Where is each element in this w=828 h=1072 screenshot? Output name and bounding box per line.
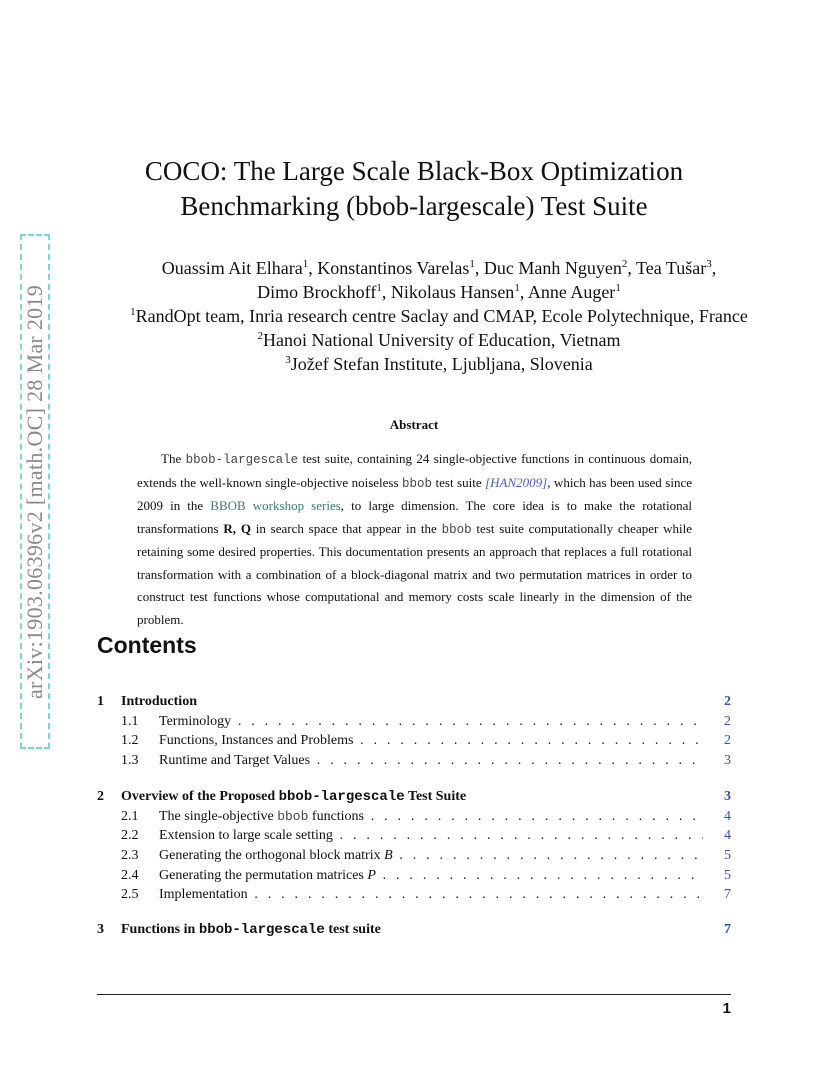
title-line-2: Benchmarking (bbob-largescale) Test Suite [180, 191, 648, 221]
toc-entry-permutation[interactable]: 2.4 Generating the permutation matrices P . . . 5 [97, 866, 731, 886]
toc-entry-implementation[interactable]: 2.5 Implementation . . . 7 [97, 885, 731, 905]
toc-page-link[interactable]: 7 [724, 887, 731, 903]
author-line-1: Ouassim Ait Elhara$^1$, Konstantinos Varelas$^1$, Duc Manh Nguyen$^2$, Tea Tušar$^3$, [161, 258, 717, 278]
toc-section-1 [97, 692, 731, 771]
bbob-workshop-link[interactable]: BBOB workshop series [210, 498, 341, 513]
toc-page-link[interactable]: 3 [724, 753, 731, 769]
footer-rule [97, 994, 731, 995]
author-name: Ouassim Ait Elhara [161, 258, 303, 278]
affiliation-1: $^1$RandOpt team, Inria research centre Saclay and CMAP, Ecole Polytechnique, France [130, 306, 748, 326]
author-name: Dimo Brockhoff [257, 282, 377, 302]
affiliation-mark: 3 [706, 258, 712, 270]
affiliation-mark: 1 [376, 282, 382, 294]
toc-page-link[interactable]: 5 [724, 867, 731, 883]
affiliation-mark: 1 [514, 282, 520, 294]
toc-section-3 [97, 920, 731, 940]
code-term: bbob [402, 476, 433, 491]
affiliation-mark: 2 [621, 258, 628, 270]
affiliation-mark: 1 [302, 258, 309, 270]
author-name: Konstantinos Varelas [317, 258, 470, 278]
page-number: 1 [722, 1000, 731, 1017]
toc-page-link[interactable]: 2 [724, 694, 731, 709]
contents-heading: Contents [97, 632, 197, 658]
abstract-body: The bbob-largescale test suite, containing 24 single-objective functions in continuous domain, extends the well-known single-objective noiseless bbob test suite [HAN2009], which has been used since 2009 in the BBOB workshop series, to large dimension. The core idea is to make the rotational transformations R, Q in search space that appear in the bbob test suite computationally cheaper while retaining some desired properties. This documentation presents an approach that replaces a full rotational transformation with a combination of a block-diagonal matrix and two permutation matrices in order to construct test functions whose computational and memory costs scale linearly in the dimension of the problem. [137, 451, 693, 627]
toc-entry-introduction[interactable]: 1 Introduction 2 [97, 692, 731, 712]
toc-entry-extension[interactable]: 2.2 Extension to large scale setting . . . 4 [97, 826, 731, 846]
affiliation-3: $^3$Jožef Stefan Institute, Ljubljana, Slovenia [285, 354, 593, 374]
toc-entry-single-objective[interactable]: 2.1 The single-objective bbob functions . . . 4 [97, 807, 731, 827]
toc-page-link[interactable]: 4 [724, 828, 731, 844]
author-name: Nikolaus Hansen [390, 282, 515, 302]
author-block [60, 256, 818, 376]
affiliation-2: $^2$Hanoi National University of Education, Vietnam [257, 330, 621, 350]
toc-entry-overview[interactable]: 2 Overview of the Proposed bbob-largescale Test Suite 3 [97, 789, 731, 805]
toc-page-link[interactable]: 7 [724, 922, 731, 937]
paper-title [100, 154, 728, 224]
toc-entry-terminology[interactable]: 1.1 Terminology . . . 2 [97, 712, 731, 732]
toc-entry-runtime[interactable]: 1.3 Runtime and Target Values . . . 3 [97, 751, 731, 771]
author-name: Tea Tušar [636, 258, 707, 278]
toc-section-2 [97, 787, 731, 905]
abstract-heading: Abstract [389, 417, 439, 432]
citation-link[interactable]: [HAN2009] [485, 474, 548, 490]
author-line-2: Dimo Brockhoff$^1$, Nikolaus Hansen$^1$, Anne Auger$^1$ [257, 282, 621, 302]
affiliation-mark: 1 [615, 282, 621, 294]
arxiv-stamp-text: arXiv:1903.06396v2 [math.OC] 28 Mar 2019 [22, 284, 47, 699]
toc-page-link[interactable]: 2 [724, 713, 731, 729]
affiliation-mark: 1 [469, 258, 475, 270]
toc-page-link[interactable]: 5 [724, 848, 731, 864]
toc-page-link[interactable]: 2 [724, 733, 731, 749]
author-name: Anne Auger [527, 282, 616, 302]
toc-page-link[interactable]: 4 [724, 808, 731, 824]
math-rq: R, Q [223, 520, 251, 536]
code-term: bbob [441, 522, 472, 537]
author-name: Duc Manh Nguyen [483, 258, 622, 278]
title-line-1: COCO: The Large Scale Black-Box Optimization [144, 156, 684, 186]
toc-entry-functions-instances[interactable]: 1.2 Functions, Instances and Problems . . . 2 [97, 731, 731, 751]
toc-entry-functions[interactable]: 3 Functions in bbob-largescale test suite 7 [97, 922, 731, 938]
toc-entry-block-matrix[interactable]: 2.3 Generating the orthogonal block matrix B . . . 5 [97, 846, 731, 866]
arxiv-stamp [20, 234, 50, 749]
toc-page-link[interactable]: 3 [724, 789, 731, 804]
code-term: bbob-largescale [185, 453, 299, 467]
